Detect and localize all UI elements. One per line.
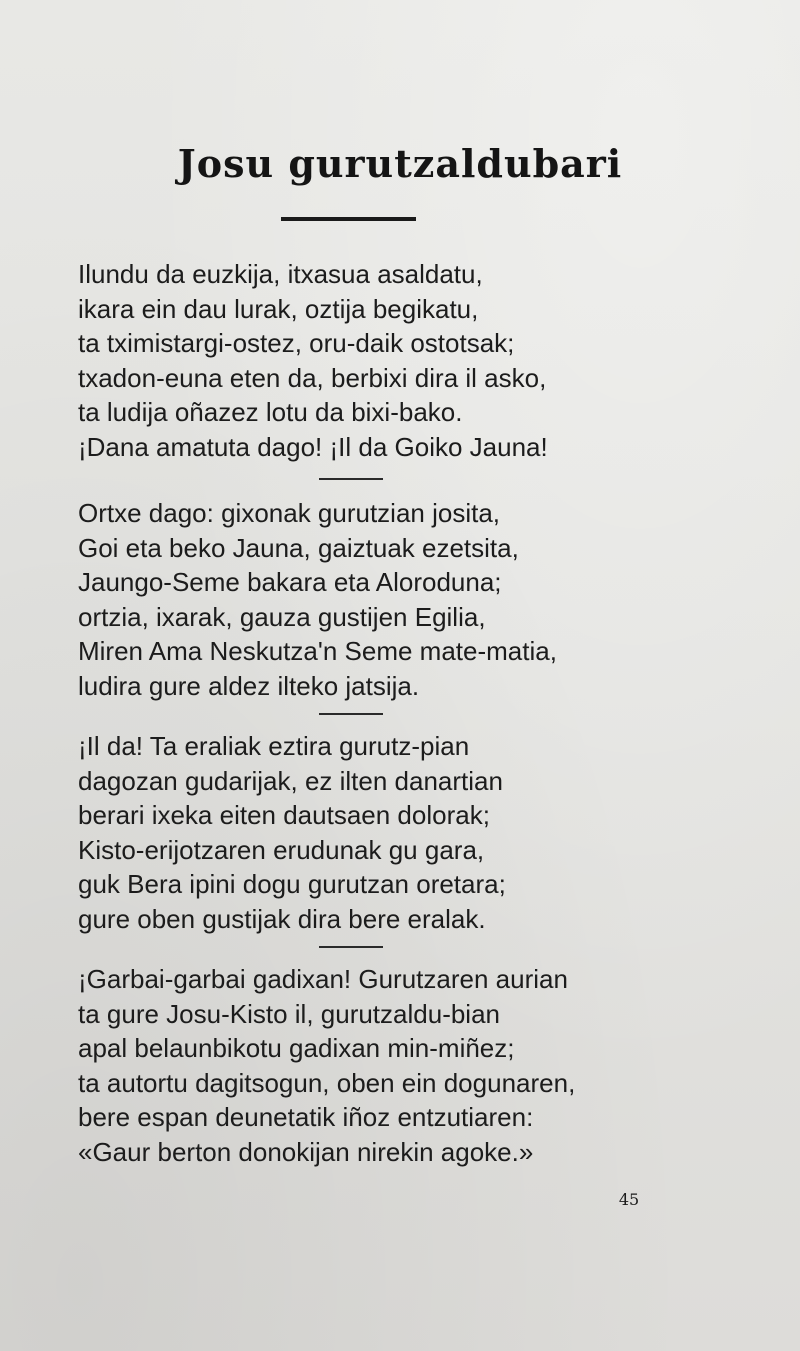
stanza-3-line-1: ¡Il da! Ta eraliak eztira gurutz-pian	[78, 731, 470, 761]
poem-title: Josu gurutzaldubari	[177, 141, 623, 186]
title-underline-rule	[281, 217, 416, 221]
stanza-4-line-1: ¡Garbai-garbai gadixan! Gurutzaren aurian	[78, 964, 568, 994]
stanza-3-line-3: berari ixeka eiten dautsaen dolorak;	[78, 800, 490, 830]
stanza-divider-2	[319, 713, 383, 715]
stanza-1-line-5: ta ludija oñazez lotu da bixi-bako.	[78, 397, 463, 427]
stanza-2-line-2: Goi eta beko Jauna, gaiztuak ezetsita,	[78, 532, 519, 563]
stanza-4-line-2: ta gure Josu-Kisto il, gurutzaldu-bian	[78, 998, 501, 1029]
stanza-3-line-2: dagozan gudarijak, ez ilten danartian	[78, 765, 503, 796]
stanza-divider-3	[319, 946, 383, 948]
stanza-1-line-2: ikara ein dau lurak, oztija begikatu,	[78, 293, 479, 324]
stanza-4	[78, 962, 718, 1169]
stanza-4-line-3: apal belaunbikotu gadixan min-miñez;	[78, 1033, 515, 1063]
stanza-3-line-5: guk Bera ipini dogu gurutzan oretara;	[78, 869, 506, 899]
stanza-1-line-3: ta tximistargi-ostez, oru-daik ostotsak;	[78, 328, 515, 358]
stanza-3-line-6: gure oben gustijak dira bere eralak.	[78, 903, 486, 934]
stanza-1-line-4: txadon-euna eten da, berbixi dira il asko,	[78, 362, 547, 393]
stanza-2	[78, 496, 718, 703]
stanza-4-line-4: ta autortu dagitsogun, oben ein dogunaren,	[78, 1067, 576, 1098]
stanza-3-line-4: Kisto-erijotzaren erudunak gu gara,	[78, 834, 485, 865]
stanza-1-line-6: ¡Dana amatuta dago! ¡Il da Goiko Jauna!	[78, 431, 548, 462]
stanza-2-line-6: ludira gure aldez ilteko jatsija.	[78, 670, 420, 701]
stanza-1	[78, 257, 718, 464]
stanza-3	[78, 729, 718, 936]
page-number: 45	[618, 1190, 640, 1209]
stanza-2-line-4: ortzia, ixarak, gauza gustijen Egilia,	[78, 601, 486, 632]
stanza-divider-1	[319, 478, 383, 480]
stanza-2-line-5: Miren Ama Neskutza'n Seme mate-matia,	[78, 636, 557, 666]
stanza-1-line-1: Ilundu da euzkija, itxasua asaldatu,	[78, 259, 483, 289]
stanza-2-line-1: Ortxe dago: gixonak gurutzian josita,	[78, 498, 501, 528]
stanza-4-line-5: bere espan deunetatik iñoz entzutiaren:	[78, 1102, 534, 1132]
stanza-2-line-3: Jaungo-Seme bakara eta Aloroduna;	[78, 567, 502, 597]
stanza-4-line-6: «Gaur berton donokijan nirekin agoke.»	[78, 1136, 534, 1167]
